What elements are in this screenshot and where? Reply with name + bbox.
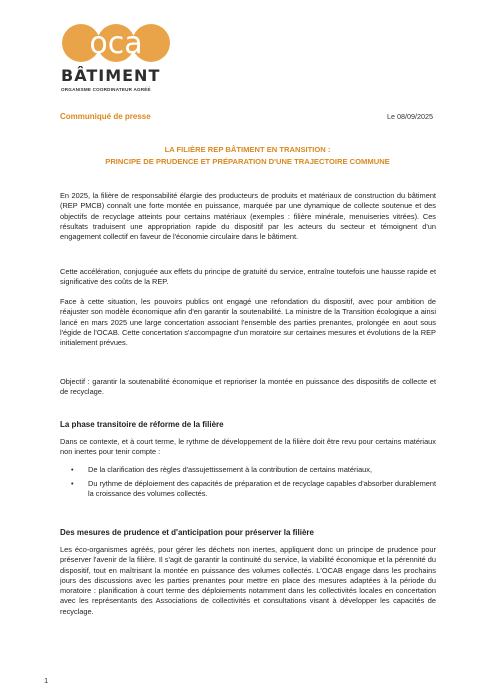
page-number: 1 bbox=[44, 676, 49, 685]
section-prudence-text: Les éco-organismes agréés, pour gérer les déchets non inertes, appliquent donc un principe de prudence pour préserver l'avenir de la filière. Il s'agit de garantir la continuité du service, la viabilité économique et la pérennité du dispositif, tout en maîtrisant la montée en puissance des volumes collectés. L'OCAB engage dans les prochains jours des discussions avec les parties prenantes pour mettre en place des mesures adaptées à la période du moratoire : planification à court terme des déploiements notamment dans les collectivités locales en concertation avec les représentants des Associations de collectivités et consultations visant à développer les capacités de recyclage. bbox=[60, 545, 436, 616]
title-line-1: LA FILIÈRE REP BÂTIMENT EN TRANSITION : bbox=[164, 145, 331, 154]
intro-paragraph-2: Cette accélération, conjuguée aux effets du principe de gratuité du service, entraîne toutefois une hausse rapide et significative des coûts de la REP. bbox=[60, 267, 436, 287]
bullet-item bbox=[60, 465, 436, 475]
title-line-2: PRINCIPE DE PRUDENCE ET PRÉPARATION D'UNE TRAJECTOIRE COMMUNE bbox=[105, 157, 390, 166]
section-heading-transition: La phase transitoire de réforme de la filière bbox=[60, 420, 224, 429]
bullet-dot: • bbox=[71, 479, 74, 488]
logo-text: oca bbox=[89, 26, 143, 61]
brand-name: BÂTIMENT bbox=[61, 66, 161, 85]
intro-paragraph-3: Face à cette situation, les pouvoirs publics ont engagé une refondation du dispositif, avec pour ambition de réajuster son modèle économique afin d'en garantir la soutenabilité. La ministre de la Transition écologique a ainsi lancé en mars 2025 une large concertation associant l'ensemble des parties prenantes, prolongée en aout sous l'égide de l'OCAB. Cette concertation s'accompagne d'un moratoire sur certaines mesures et évolutions de la REP initialement prévues. bbox=[60, 297, 436, 348]
bullet-text: Du rythme de déploiement des capacités de préparation et de recyclage capables d'absorber durablement la croissance des volumes collectés. bbox=[88, 479, 436, 499]
brand-tagline: ORGANISME COORDINATEUR AGRÉÉ bbox=[61, 87, 151, 92]
section-transition-text: Dans ce contexte, et à court terme, le rythme de développement de la filière doit être revu pour certains matériaux non inertes pour tenir compte : bbox=[60, 437, 436, 457]
bullet-item bbox=[60, 479, 436, 500]
bullet-text: De la clarification des règles d'assujettissement à la contribution de certains matériaux, bbox=[88, 465, 373, 474]
intro-paragraph-1: En 2025, la filière de responsabilité élargie des producteurs de produits et matériaux de construction du bâtiment (REP PMCB) connaît une forte montée en puissance, marquée par une dynamique de collecte soutenue et des objectifs de recyclage atteints pour certains matériaux (exemples : filière minérale, menuiseries vitrées). Ces résultats traduisent une appropriation rapide du dispositif par les acteurs du secteur et témoignent d'un engagement collectif en faveur de l'économie circulaire dans le bâtiment. bbox=[60, 191, 436, 242]
oca-logo bbox=[61, 18, 191, 98]
oca-logo-mark bbox=[61, 18, 191, 68]
release-date: Le 08/09/2025 bbox=[387, 112, 433, 121]
press-release-label: Communiqué de presse bbox=[60, 112, 151, 121]
intro-paragraph-4: Objectif : garantir la soutenabilité économique et reprioriser la montée en puissance des dispositifs de collecte et de recyclage. bbox=[60, 377, 436, 397]
document-title bbox=[60, 144, 435, 168]
bullet-dot: • bbox=[71, 465, 74, 474]
section-heading-prudence: Des mesures de prudence et d'anticipation pour préserver la filière bbox=[60, 528, 314, 537]
